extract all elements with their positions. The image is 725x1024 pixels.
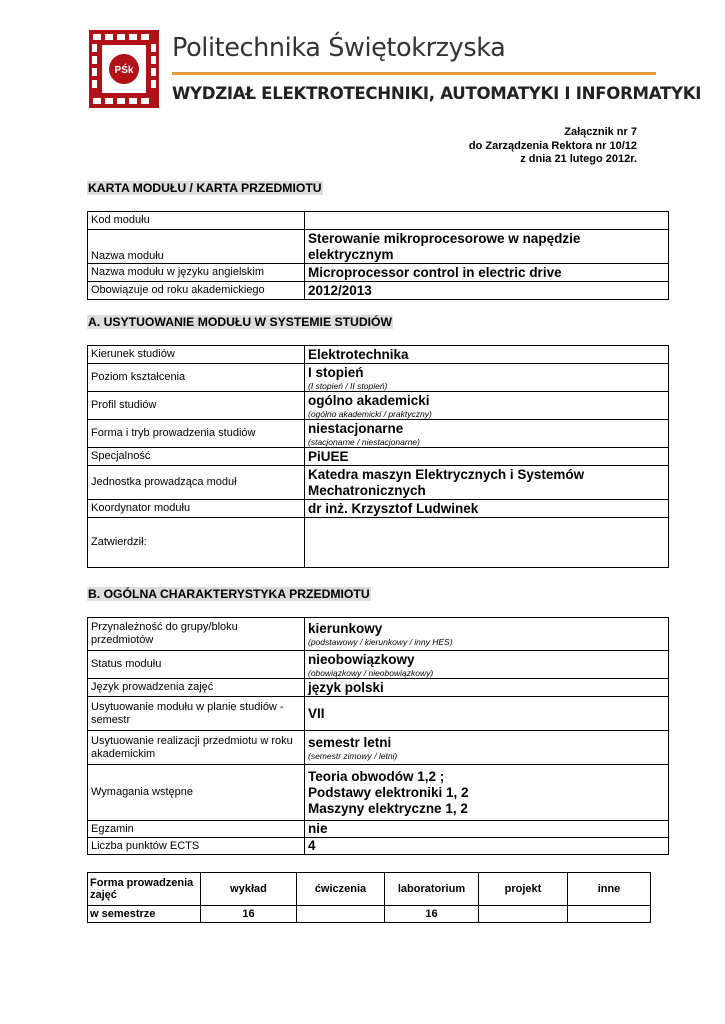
kod-label: Kod modułu — [88, 212, 305, 230]
kod-value — [305, 212, 669, 230]
forms-header-wyklad: wykład — [201, 873, 297, 906]
egzamin-value: nie — [305, 821, 669, 838]
module-table — [87, 211, 669, 300]
forms-value-wyklad: 16 — [201, 906, 297, 923]
profil-hint: (ogólno akademicki / praktyczny) — [308, 408, 432, 419]
wymagania-line: Podstawy elektroniki 1, 2 — [308, 784, 469, 800]
section-b-table — [87, 617, 669, 855]
usytuowanie-label: Usytuowanie modułu w planie studiów - semestr — [88, 697, 305, 731]
rok-value: 2012/2013 — [305, 282, 669, 300]
annex-line-1: Załącznik nr 7 — [564, 126, 637, 138]
grupa-label: Przynależność do grupy/bloku przedmiotów — [88, 618, 305, 651]
koordynator-value: dr inż. Krzysztof Ludwinek — [305, 500, 669, 518]
egzamin-label: Egzamin — [88, 821, 305, 838]
jezyk-value: język polski — [305, 679, 669, 697]
card-title: KARTA MODUŁU / KARTA PRZEDMIOTU — [88, 181, 322, 195]
spec-label: Specjalność — [88, 448, 305, 466]
university-logo — [89, 30, 159, 108]
status-hint: (obowiązkowy / nieobowiązkowy) — [308, 667, 434, 678]
annex-line-2: do Zarządzenia Rektora nr 10/12 — [468, 139, 637, 152]
forms-value-inne — [568, 906, 651, 923]
forms-header-laboratorium: laboratorium — [385, 873, 479, 906]
jednostka-label: Jednostka prowadząca moduł — [88, 466, 305, 500]
forms-value-laboratorium: 16 — [385, 906, 479, 923]
realizacja-value: semestr letni — [308, 734, 392, 750]
profil-label: Profil studiów — [88, 392, 305, 420]
forms-header-projekt: projekt — [479, 873, 568, 906]
usytuowanie-value: VII — [305, 697, 669, 731]
forms-table — [87, 872, 651, 923]
wymagania-label: Wymagania wstępne — [88, 765, 305, 821]
status-value: nieobowiązkowy — [308, 651, 415, 667]
logo-text: PŚk — [114, 65, 134, 76]
section-a-table — [87, 345, 669, 568]
forma-label: Forma i tryb prowadzenia studiów — [88, 420, 305, 448]
jezyk-label: Język prowadzenia zajęć — [88, 679, 305, 697]
ects-label: Liczba punktów ECTS — [88, 838, 305, 855]
nazwa-value: Sterowanie mikroprocesorowe w napędzie elektrycznym — [305, 230, 669, 264]
wymagania-line: Teoria obwodów 1,2 ; — [308, 768, 445, 784]
nazwa-label: Nazwa modułu — [88, 230, 305, 264]
section-a-title: A. USYTUOWANIE MODUŁU W SYSTEMIE STUDIÓW — [88, 315, 393, 329]
nazwa-en-label: Nazwa modułu w języku angielskim — [88, 264, 305, 282]
poziom-hint: (I stopień / II stopień) — [308, 380, 388, 391]
profil-value: ogólno akademicki — [308, 392, 430, 408]
forms-value-cwiczenia — [297, 906, 385, 923]
zatwierdzil-value — [305, 518, 669, 568]
poziom-label: Poziom kształcenia — [88, 364, 305, 392]
annex-note — [469, 126, 637, 167]
rok-label: Obowiązuje od roku akademickiego — [88, 282, 305, 300]
annex-line-3: z dnia 21 lutego 2012r. — [520, 153, 637, 165]
zatwierdzil-label: Zatwierdził: — [88, 518, 305, 568]
forms-header-cwiczenia: ćwiczenia — [297, 873, 385, 906]
ects-value: 4 — [305, 838, 669, 855]
university-name: Politechnika Świętokrzyska — [172, 33, 506, 63]
forms-row-label: w semestrze — [88, 906, 201, 923]
forms-header-inne: inne — [568, 873, 651, 906]
forma-hint: (stacjonarne / niestacjonarne) — [308, 436, 420, 447]
forms-header-forma: Forma prowadzenia zajęć — [88, 873, 201, 906]
forma-value: niestacjonarne — [308, 420, 404, 436]
header-rule — [172, 72, 656, 75]
faculty-name: WYDZIAŁ ELEKTROTECHNIKI, AUTOMATYKI I INFORMATYKI — [172, 84, 702, 103]
jednostka-value: Katedra maszyn Elektrycznych i Systemów Mechatronicznych — [305, 466, 669, 500]
koordynator-label: Koordynator modułu — [88, 500, 305, 518]
spec-value: PiUEE — [305, 448, 669, 466]
kierunek-value: Elektrotechnika — [305, 346, 669, 364]
poziom-value: I stopień — [308, 364, 364, 380]
forms-value-projekt — [479, 906, 568, 923]
realizacja-hint: (semestr zimowy / letni) — [308, 750, 398, 761]
grupa-hint: (podstawowy / kierunkowy / inny HES) — [308, 637, 453, 647]
wymagania-line: Maszyny elektryczne 1, 2 — [308, 800, 468, 816]
nazwa-en-value: Microprocessor control in electric drive — [305, 264, 669, 282]
grupa-value: kierunkowy — [308, 621, 383, 636]
realizacja-label: Usytuowanie realizacji przedmiotu w roku akademickim — [88, 731, 305, 765]
kierunek-label: Kierunek studiów — [88, 346, 305, 364]
status-label: Status modułu — [88, 651, 305, 679]
section-b-title: B. OGÓLNA CHARAKTERYSTYKA PRZEDMIOTU — [88, 587, 370, 601]
